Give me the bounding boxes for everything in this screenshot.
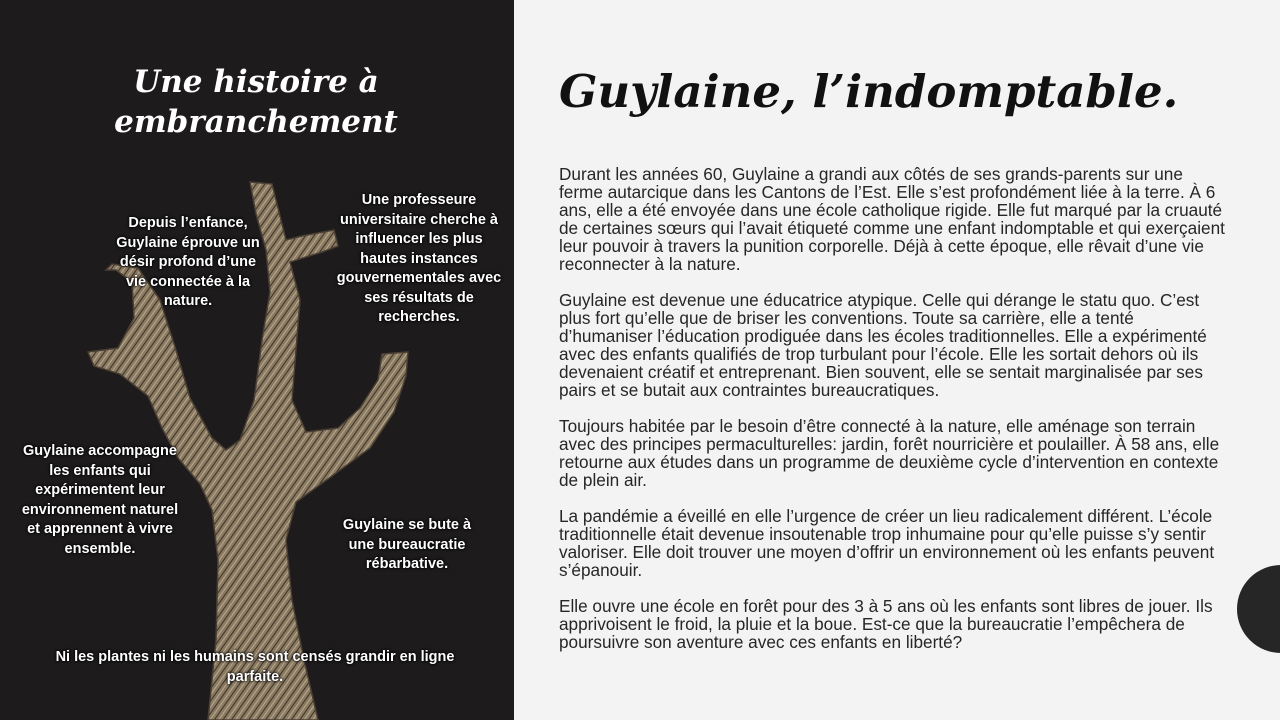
left-panel bbox=[0, 0, 514, 720]
section-title: Une histoire à embranchement bbox=[114, 64, 398, 140]
paragraph-nature: Toujours habitée par le besoin d’être connecté à la nature, elle aménage son terrain avec des principes permaculturelles: jardin, forêt nourricière et poulailler. À 58 ans, elle retourne aux études dans un programme de deuxième cycle d’intervention en contexte de plein air. bbox=[559, 416, 1220, 490]
page-title: Guylaine, l’indomptable. bbox=[559, 65, 1179, 118]
paragraph-forest-school: Elle ouvre une école en forêt pour des 3 à 5 ans où les enfants sont libres de jouer. Ils apprivoisent le froid, la pluie et la boue. Est-ce que la bureaucratie l’empêchera de poursuivre son aventure avec ces enfants en liberté? bbox=[559, 596, 1213, 652]
caption-children: Guylaine accompagne les enfants qui expérimentent leur environnement naturel et apprennent à vivre ensemble. bbox=[21, 443, 179, 557]
paragraph-career: Guylaine est devenue une éducatrice atypique. Celle qui dérange le statu quo. C’est plus fort qu’elle que de briser les conventions. Toute sa carrière, elle a tenté d’humaniser l’éducation prodiguée dans les écoles traditionnelles. Elle a expérimenté avec des enfants qualifiés de trop turbulant pour l’école. Elle les sortait dehors où ils devenaient créatif et entreprenant. Bien souvent, elle se sentait marginalisée par ses pairs et se butait aux contraintes bureaucratiques. bbox=[559, 290, 1207, 400]
paragraph-childhood: Durant les années 60, Guylaine a grandi aux côtés de ses grands-parents sur une ferme autarcique dans les Cantons de l’Est. Elle s’est profondément liée à la terre. À 6 ans, elle a été envoyée dans une école catholique rigide. Elle fut marqué par la cruauté de certaines sœurs qui l’avait étiqueté comme une enfant indomptable et qui exerçaient leur pouvoir à travers la punition corporelle. Déjà à cette époque, elle rêvait d’une vie reconnecter à la nature. bbox=[559, 164, 1225, 274]
body-text bbox=[559, 165, 1227, 669]
caption-conclusion: Ni les plantes ni les humains sont censés grandir en ligne parfaite. bbox=[55, 649, 455, 685]
caption-professor: Une professeure universitaire cherche à influencer les plus hautes instances gouvernementales avec ses résultats de recherches. bbox=[336, 192, 502, 325]
paragraph-pandemic: La pandémie a éveillé en elle l’urgence de créer un lieu radicalement différent. L’école traditionnelle était devenue insoutenable trop inhumaine pour qu’elle puisse s’y sentir valoriser. Elle doit trouver une moyen d’offrir un environnement où les enfants peuvent s’épanouir. bbox=[559, 506, 1215, 580]
caption-bureaucracy: Guylaine se bute à une bureaucratie rébarbative. bbox=[342, 517, 472, 572]
right-panel bbox=[514, 0, 1280, 720]
caption-childhood: Depuis l’enfance, Guylaine éprouve un désir profond d’une vie connectée à la nature. bbox=[116, 215, 260, 309]
